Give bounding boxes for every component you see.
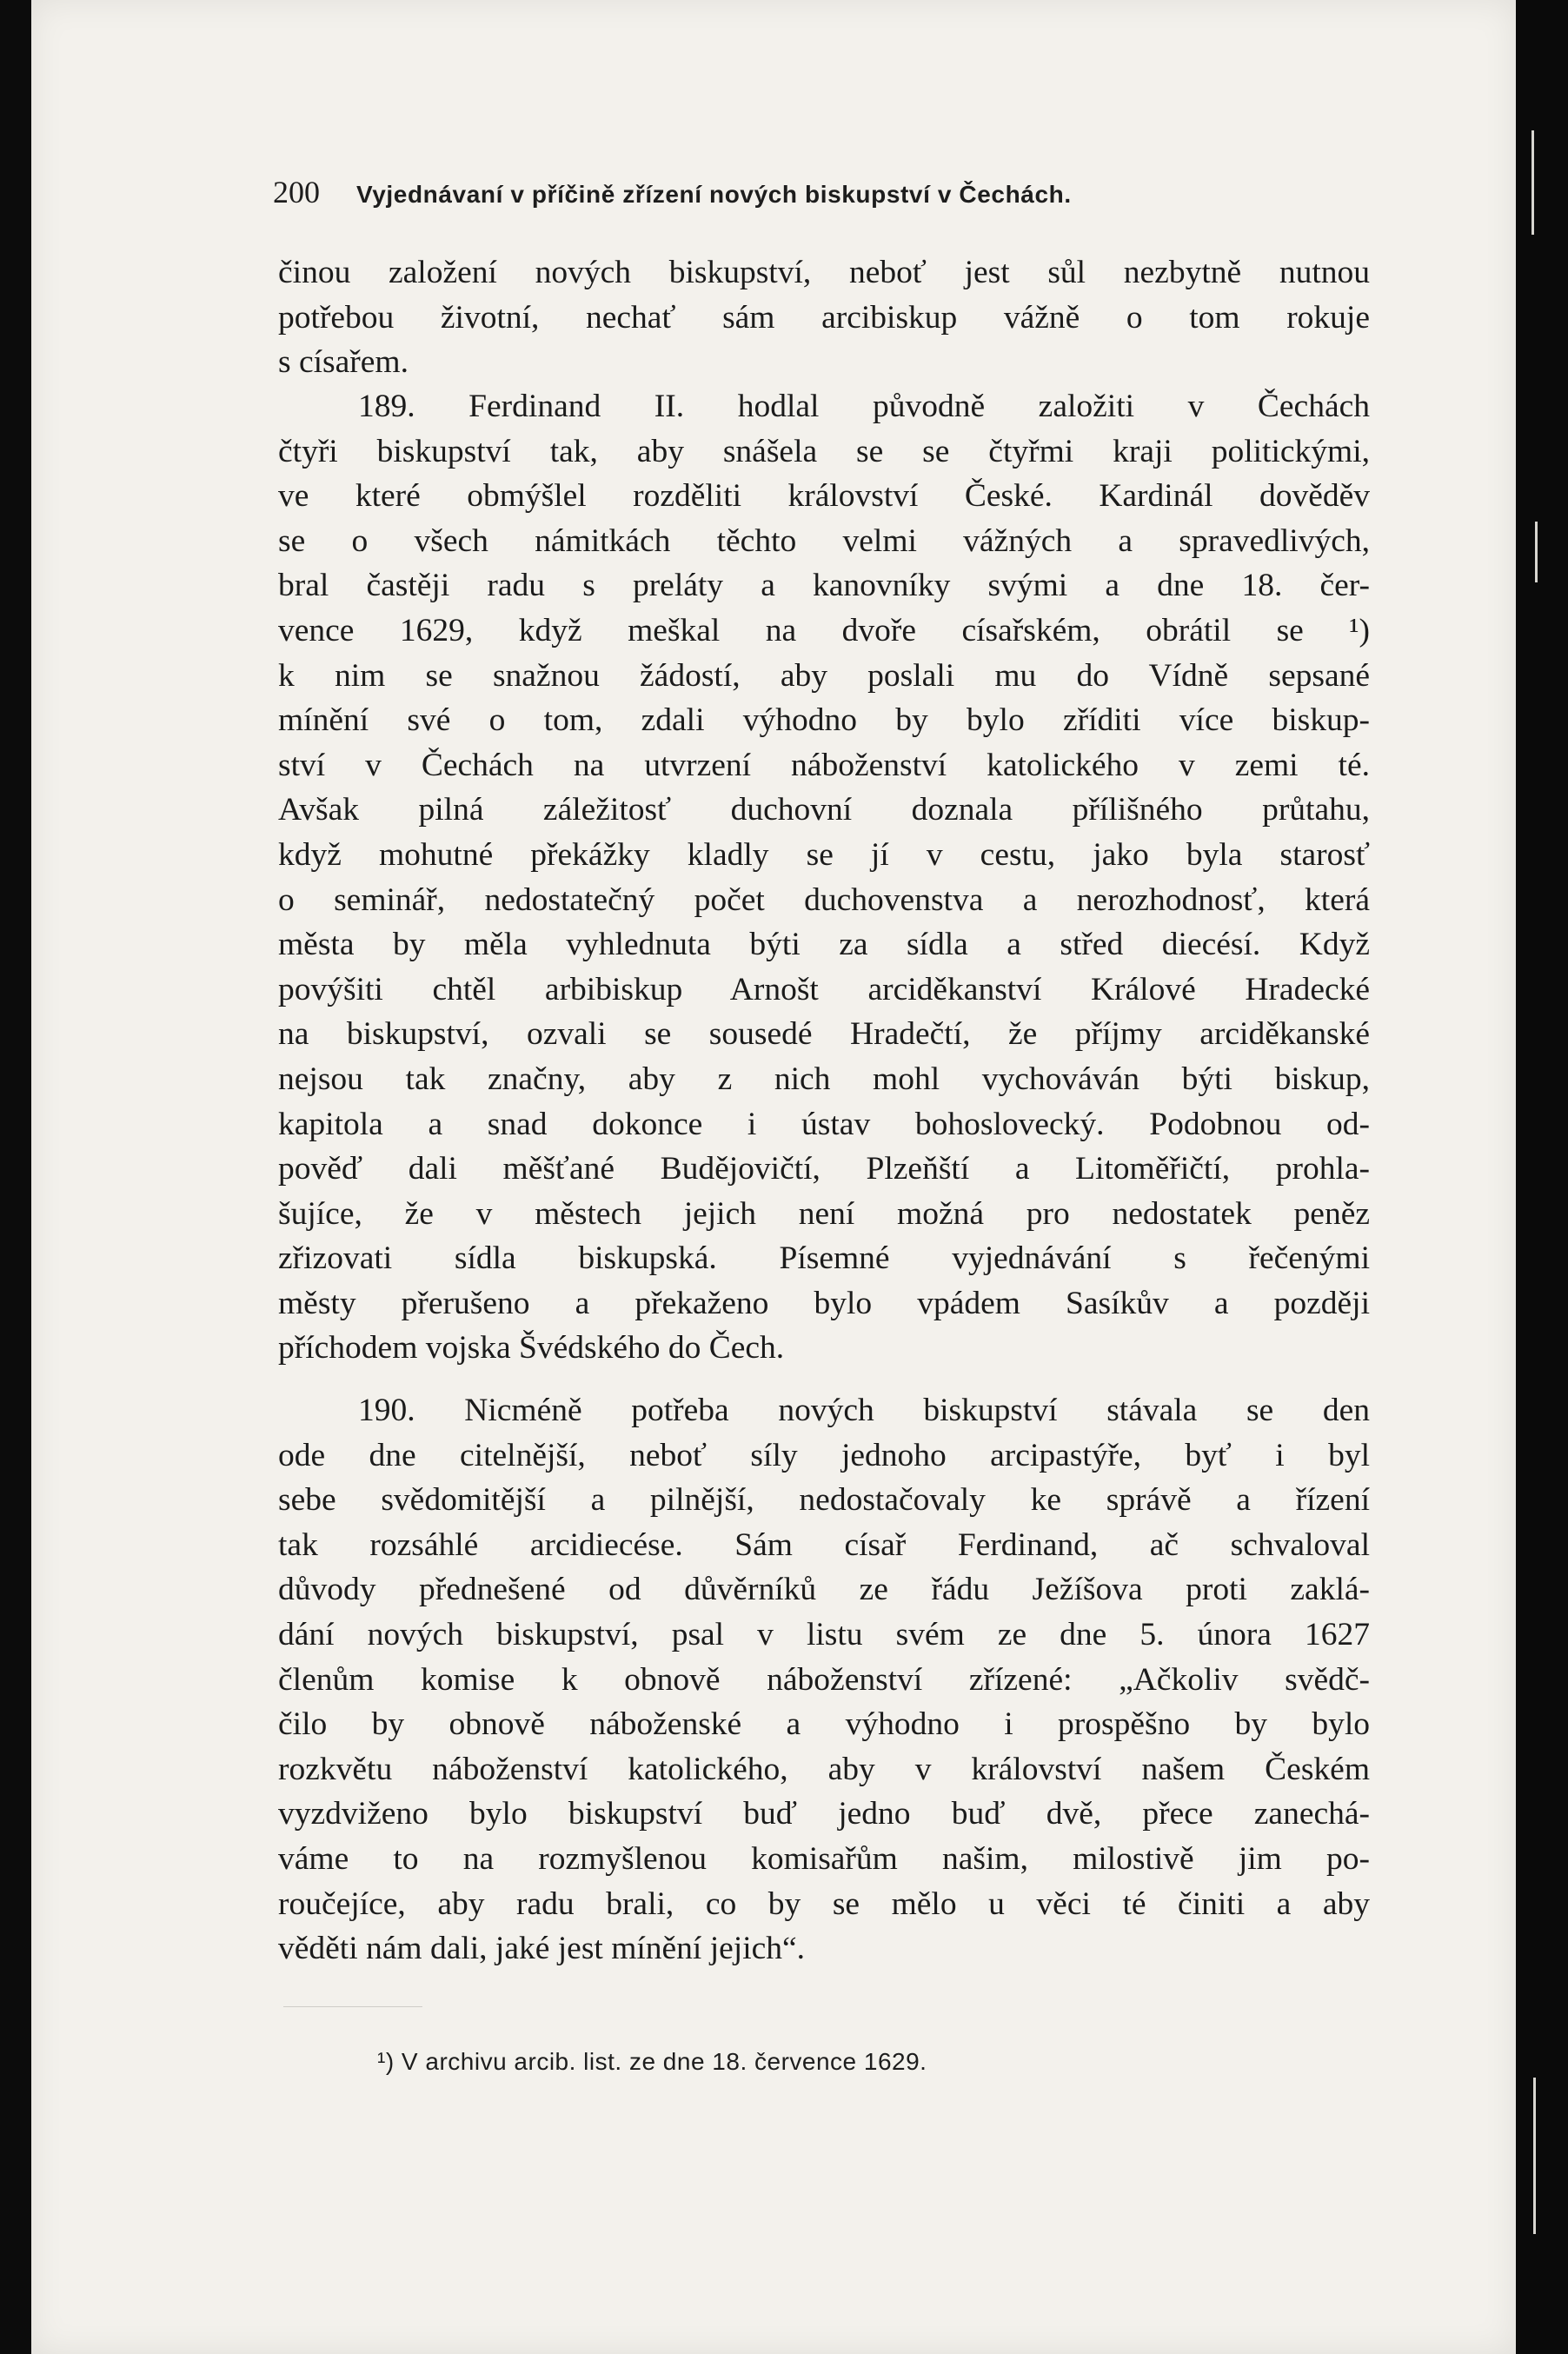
text-line: mínění své o tom, zdali výhodno by bylo zříditi více biskup-	[278, 702, 1370, 739]
text-line: města by měla vyhlednuta býti za sídla a střed diecésí. Když	[278, 927, 1370, 963]
text-line: ode dne citelnější, neboť síly jednoho arcipastýře, byť i byl	[278, 1437, 1370, 1473]
text-line: na biskupství, ozvali se sousedé Hradečtí, že příjmy arciděkanské	[278, 1016, 1370, 1053]
text-line: s císařem.	[278, 344, 409, 381]
text-line: 189. Ferdinand II. hodlal původně založiti v Čechách	[358, 389, 1370, 424]
text-line: dání nových biskupství, psal v listu svém ze dne 5. února 1627	[278, 1616, 1370, 1652]
text-line: se o všech námitkách těchto velmi vážných a spravedlivých,	[278, 522, 1370, 559]
text-line: čtyři biskupství tak, aby snášela se se čtyřmi kraji politickými,	[278, 433, 1370, 469]
text-line: vyzdviženo bylo biskupství buď jedno buď dvě, přece zanechá-	[278, 1796, 1370, 1832]
text-line: Avšak pilná záležitosť duchovní doznala přílišného průtahu,	[278, 792, 1370, 828]
text-line: příchodem vojska Švédského do Čech.	[278, 1330, 785, 1367]
text-line: povýšiti chtěl arbibiskup Arnošt arciděkanství Králové Hradecké	[278, 971, 1370, 1007]
text-line: bral častěji radu s preláty a kanovníky svými a dne 18. čer-	[278, 568, 1370, 604]
page-number: 200	[273, 175, 320, 209]
text-line: vence 1629, když meškal na dvoře císařském, obrátil se ¹)	[278, 612, 1370, 648]
footnote-rule	[283, 2006, 422, 2007]
text-line: členům komise k obnově náboženství zřízené: „Ačkoliv svědč-	[278, 1661, 1370, 1698]
footnote: ¹) V archivu arcib. list. ze dne 18. července 1629.	[377, 2048, 927, 2075]
text-line: věděti nám dali, jaké jest mínění jejich“.	[278, 1931, 806, 1967]
text-line: 190. Nicméně potřeba nových biskupství stávala se den	[358, 1393, 1370, 1428]
text-line: důvody přednešené od důvěrníků ze řádu Ježíšova proti zaklá-	[278, 1572, 1370, 1608]
text-line: roučejíce, aby radu brali, co by se mělo u věci té činiti a aby	[278, 1885, 1370, 1922]
text-line: sebe svědomitější a pilnější, nedostačovaly ke správě a řízení	[278, 1482, 1370, 1519]
text-line: městy přerušeno a překaženo bylo vpádem Sasíkův a později	[278, 1285, 1370, 1321]
text-line: rozkvětu náboženství katolického, aby v království našem Českém	[278, 1751, 1370, 1787]
text-line: váme to na rozmyšlenou komisařům našim, milostivě jim po-	[278, 1840, 1370, 1877]
scan-edge	[1516, 0, 1568, 2354]
running-title: Vyjednávaní v příčině zřízení nových biskupství v Čechách.	[356, 181, 1072, 208]
text-line: ství v Čechách na utvrzení náboženství katolického v zemi té.	[278, 747, 1370, 783]
text-line: čilo by obnově náboženské a výhodno i prospěšno by bylo	[278, 1706, 1370, 1743]
text-line: ve které obmýšlel rozděliti království České. Kardinál dověděv	[278, 478, 1370, 515]
paragraph-189	[278, 384, 1370, 1371]
paragraph-continuation	[278, 250, 1370, 385]
text-line: když mohutné překážky kladly se jí v cestu, jako byla starosť	[278, 836, 1370, 873]
running-head	[273, 174, 1359, 210]
text-line: tak rozsáhlé arcidiecése. Sám císař Ferdinand, ač schvaloval	[278, 1526, 1370, 1563]
text-line: kapitola a snad dokonce i ústav bohoslovecký. Podobnou od-	[278, 1106, 1370, 1142]
text-line: nejsou tak značny, aby z nich mohl vychováván býti biskup,	[278, 1061, 1370, 1097]
text-line: potřebou životní, nechať sám arcibiskup vážně o tom rokuje	[278, 299, 1370, 336]
text-line: činou založení nových biskupství, neboť jest sůl nezbytně nutnou	[278, 255, 1370, 290]
paragraph-190	[278, 1388, 1370, 1972]
text-line: šujíce, že v městech jejich není možná pro nedostatek peněz	[278, 1195, 1370, 1232]
text-line: zřizovati sídla biskupská. Písemné vyjednávání s řečenými	[278, 1240, 1370, 1277]
text-line: o seminář, nedostatečný počet duchovenstva a nerozhodnosť, která	[278, 881, 1370, 918]
text-line: pověď dali měšťané Budějovičtí, Plzeňští a Litoměřičtí, prohla-	[278, 1151, 1370, 1187]
text-line: k nim se snažnou žádostí, aby poslali mu do Vídně sepsané	[278, 657, 1370, 694]
book-page	[31, 0, 1516, 2354]
